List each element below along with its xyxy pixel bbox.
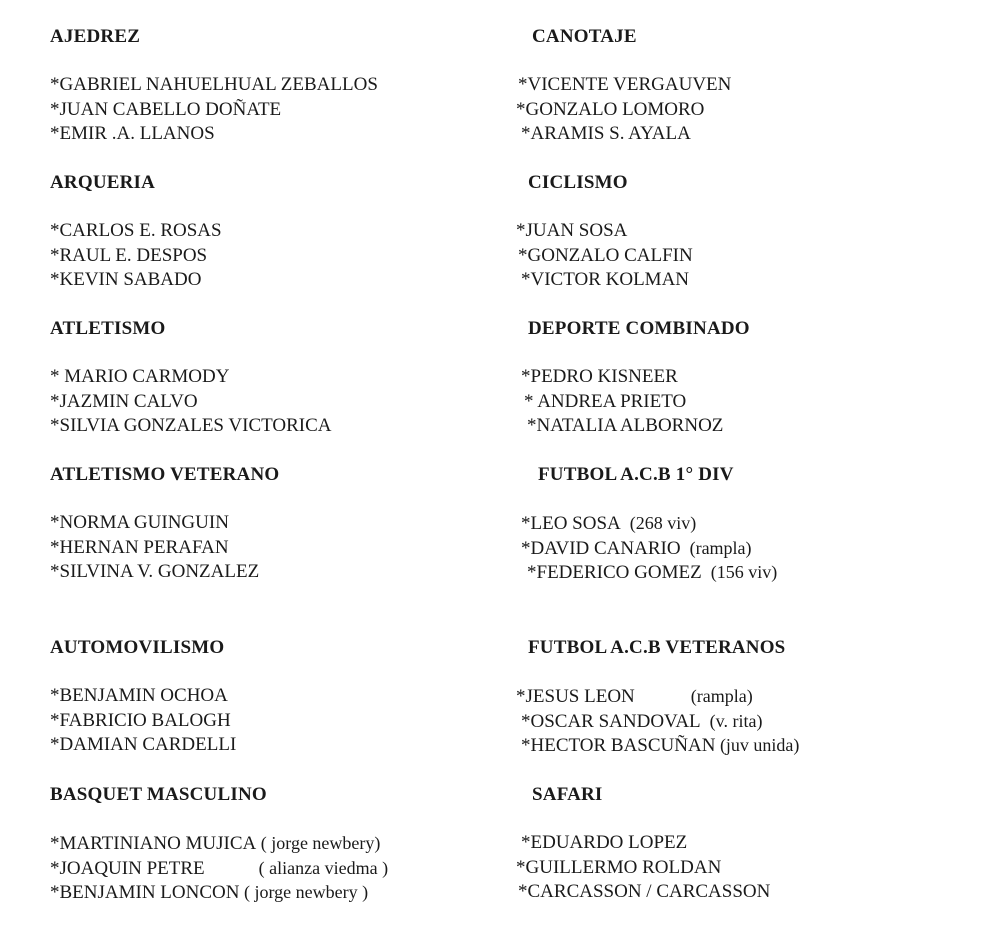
sport-heading: BASQUET MASCULINO [50,784,267,805]
athlete-name: *SILVINA V. GONZALEZ [50,561,260,582]
athlete-list [516,831,976,905]
athlete-name: *MARTINIANO MUJICA [50,833,257,854]
athlete-name: *GONZALO LOMORO [516,98,705,120]
athlete-name: *PEDRO KISNEER [521,366,678,387]
athlete-name: *GONZALO CALFIN [518,244,693,266]
sport-section-deporte-combinado [516,317,976,439]
athlete-entry [516,684,976,709]
athlete-name: *FEDERICO GOMEZ [527,562,702,583]
athlete-name: *NORMA GUINGUIN [50,512,229,533]
athlete-list [516,511,976,585]
athlete-entry [516,536,976,561]
athlete-entry [516,709,976,734]
athlete-name: *JUAN CABELLO DOÑATE [50,98,282,120]
athlete-list [50,73,500,147]
athlete-name: *BENJAMIN LONCON [50,882,240,903]
sport-heading: CANOTAJE [532,26,637,47]
sport-heading: CICLISMO [528,172,628,193]
athlete-name: *SILVIA GONZALES VICTORICA [50,415,332,436]
athlete-list [50,219,500,293]
athlete-name: *RAUL E. DESPOS [50,244,208,266]
sport-section-futbol-veteranos [516,636,976,758]
athlete-entry [516,511,976,536]
athlete-name: *BENJAMIN OCHOA [50,685,228,706]
sport-section-basquet-masculino [50,783,500,905]
athlete-name: *LEO SOSA [521,513,621,534]
sport-section-canotaje [516,25,976,147]
club-note: ( alianza viedma ) [258,857,389,878]
athlete-name: *DAVID CANARIO [521,537,681,559]
club-note: (rampla) [680,537,752,558]
athlete-name: * MARIO CARMODY [50,366,230,387]
sport-section-ajedrez [50,25,500,147]
club-note: (v. rita) [700,710,763,731]
sport-section-atletismo-veterano [50,463,500,585]
club-note: (rampla) [690,686,753,706]
athlete-name: *CARCASSON / CARCASSON [518,881,771,902]
athlete-list [50,831,500,905]
athlete-list [516,365,976,439]
athlete-name: *VICTOR KOLMAN [521,269,690,290]
sport-section-automovilismo [50,636,500,758]
athlete-name: *KEVIN SABADO [50,269,202,290]
athlete-name: *FABRICIO BALOGH [50,709,231,731]
club-note: (156 viv) [701,562,778,582]
athlete-entry [50,856,500,881]
club-note: ( jorge newbery) [256,833,381,853]
sport-heading: FUTBOL A.C.B VETERANOS [528,637,786,658]
athlete-entry [516,733,976,758]
club-note: (juv unida) [715,735,800,755]
sport-heading: FUTBOL A.C.B 1° DIV [538,464,734,485]
athlete-name: *ARAMIS S. AYALA [521,123,691,144]
athlete-name: *EDUARDO LOPEZ [521,832,688,853]
sport-heading: SAFARI [532,784,603,805]
athlete-entry [50,831,500,856]
athlete-name: * ANDREA PRIETO [524,390,687,412]
athlete-name: *VICENTE VERGAUVEN [518,74,732,95]
sport-heading: AJEDREZ [50,26,141,47]
athlete-name: *JESUS LEON [516,686,635,707]
athlete-name: *JUAN SOSA [516,220,628,241]
athlete-name: *HERNAN PERAFAN [50,536,229,558]
athlete-list [516,219,976,293]
sport-section-safari [516,783,976,905]
athlete-name: *EMIR .A. LLANOS [50,123,215,144]
athlete-list [516,684,976,758]
athlete-name: *GUILLERMO ROLDAN [516,856,722,878]
athlete-name: *CARLOS E. ROSAS [50,220,222,241]
athlete-list [50,511,500,585]
athlete-name: *OSCAR SANDOVAL [521,710,701,732]
athlete-list [516,73,976,147]
athlete-name: *GABRIEL NAHUELHUAL ZEBALLOS [50,74,378,95]
athlete-name: *NATALIA ALBORNOZ [527,415,724,436]
athlete-name: *DAMIAN CARDELLI [50,734,237,755]
athlete-list [50,365,500,439]
athlete-name: *JOAQUIN PETRE [50,857,205,879]
athlete-name: *HECTOR BASCUÑAN [521,735,716,756]
athlete-entry [516,560,976,585]
athlete-list [50,684,500,758]
sport-section-futbol-1-div [516,463,976,585]
athlete-name: *JAZMIN CALVO [50,390,198,412]
sport-section-ciclismo [516,171,976,293]
club-note: (268 viv) [620,513,697,533]
sport-section-arqueria [50,171,500,293]
sport-heading: DEPORTE COMBINADO [528,318,750,339]
club-note: ( jorge newbery ) [239,882,369,902]
sport-heading: ATLETISMO VETERANO [50,464,280,485]
sport-heading: ARQUERIA [50,172,156,193]
sport-heading: ATLETISMO [50,318,166,339]
sport-section-atletismo [50,317,500,439]
athlete-entry [50,880,500,905]
sport-heading: AUTOMOVILISMO [50,637,225,658]
